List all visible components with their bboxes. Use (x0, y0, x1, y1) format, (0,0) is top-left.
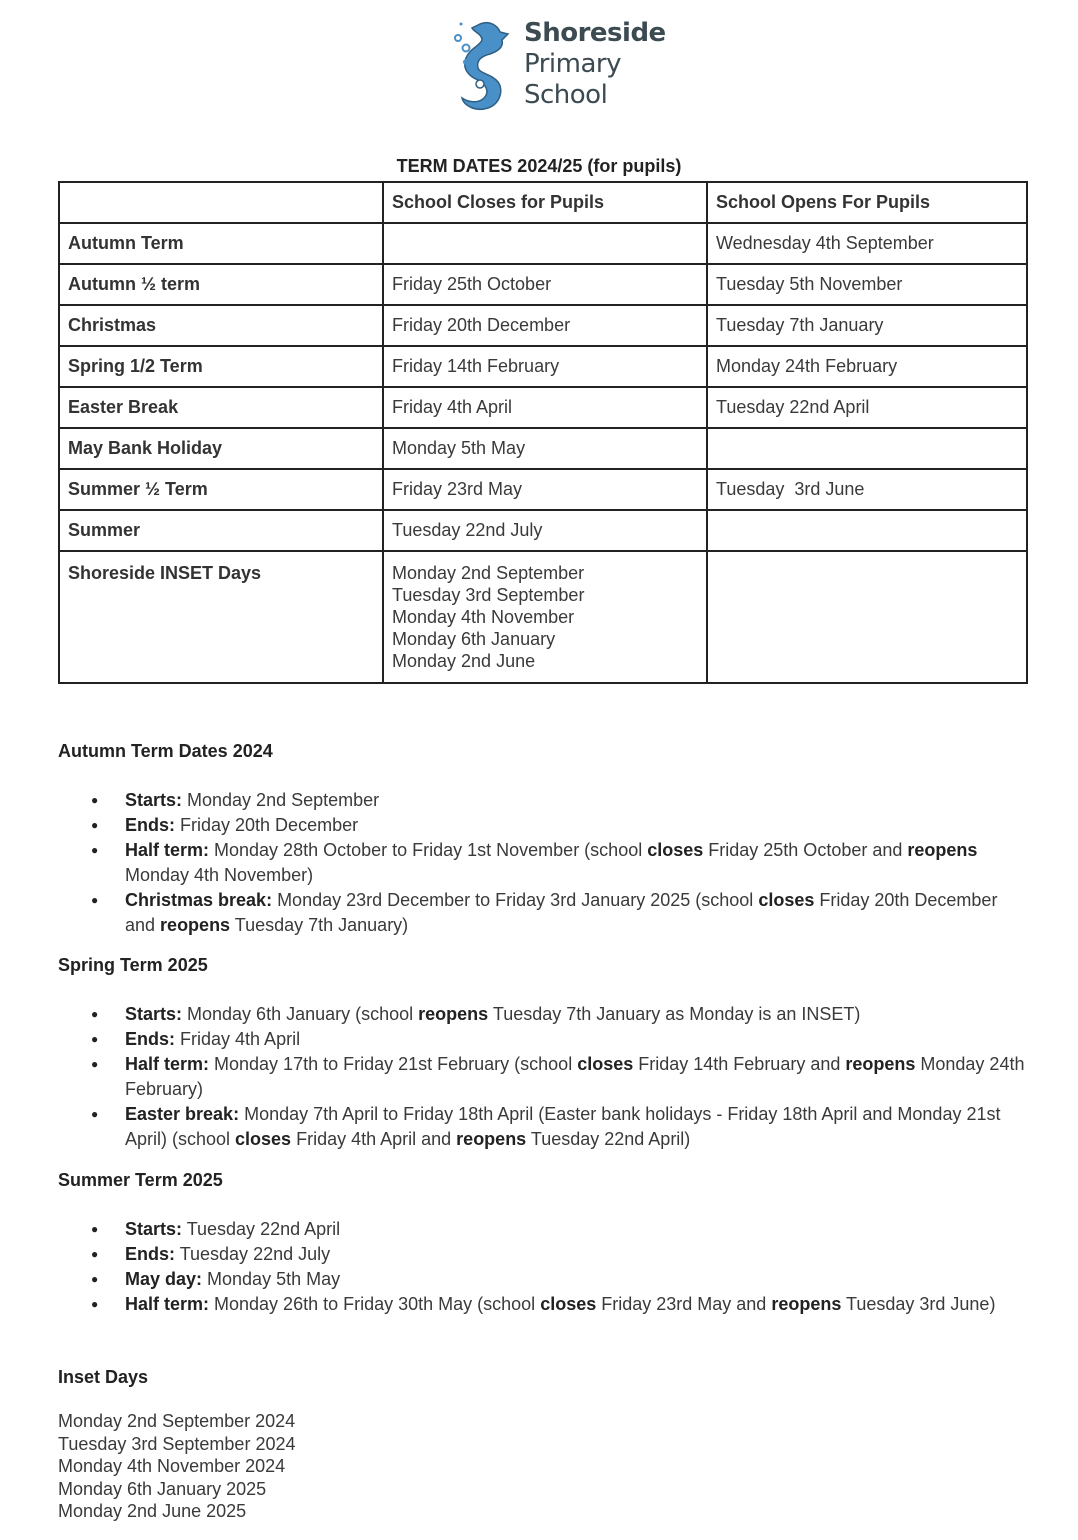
inset-date: Monday 4th November (392, 607, 575, 627)
inset-date: Tuesday 3rd September (392, 585, 585, 605)
item-label: Half term: (125, 840, 210, 860)
item-label: Starts: (125, 1219, 183, 1239)
closes-cell (383, 223, 707, 264)
list-item: ● Half term: Monday 28th October to Friday 1st November (school closes Friday 25th October and reopens Monday 4th November) (125, 838, 1028, 888)
period-cell: Summer (59, 510, 383, 551)
list-item: ● Ends: Tuesday 22nd July (125, 1242, 1028, 1267)
header-cell (59, 182, 383, 223)
inset-date: Monday 4th November 2024 (58, 1456, 286, 1476)
item-label: Ends: (125, 815, 176, 835)
closes-cell: Friday 14th February (383, 346, 707, 387)
school-logo (452, 18, 666, 118)
logo-line-2: Primary (524, 49, 621, 79)
summer-section (58, 1170, 1028, 1317)
bullet-list (58, 1002, 1028, 1152)
item-label: Ends: (125, 1244, 176, 1264)
list-item: ● Christmas break: Monday 23rd December to Friday 3rd January 2025 (school closes Friday 20th December and reopens Tuesday 7th January) (125, 888, 1028, 938)
inset-days-row (59, 551, 1027, 683)
table-row (59, 428, 1027, 469)
inset-date: Monday 6th January (392, 629, 556, 649)
item-label: Half term: (125, 1054, 210, 1074)
inset-date-list (58, 1410, 1028, 1523)
autumn-section (58, 741, 1028, 938)
header-cell: School Closes for Pupils (383, 182, 707, 223)
list-item: ● Half term: Monday 26th to Friday 30th May (school closes Friday 23rd May and reopens Tuesday 3rd June) (125, 1292, 1028, 1317)
logo-line-3: School (524, 80, 608, 110)
list-item: ● Starts: Monday 2nd September (125, 788, 1028, 813)
period-cell: Summer ½ Term (59, 469, 383, 510)
item-label: Christmas break: (125, 890, 273, 910)
spring-section (58, 955, 1028, 1152)
opens-cell: Wednesday 4th September (707, 223, 1027, 264)
bullet-list (58, 1217, 1028, 1317)
emphasis: reopens (418, 1004, 489, 1024)
emphasis: closes (235, 1129, 292, 1149)
emphasis: closes (647, 840, 704, 860)
emphasis: reopens (907, 840, 978, 860)
term-dates-table (58, 181, 1028, 684)
opens-cell (707, 510, 1027, 551)
opens-cell: Tuesday 7th January (707, 305, 1027, 346)
table-title: TERM DATES 2024/25 (for pupils) (396, 156, 682, 176)
emphasis: reopens (771, 1294, 842, 1314)
period-cell: Easter Break (59, 387, 383, 428)
table-header-row (59, 182, 1027, 223)
list-item: ● Starts: Monday 6th January (school reopens Tuesday 7th January as Monday is an INSET) (125, 1002, 1028, 1027)
list-item: ● May day: Monday 5th May (125, 1267, 1028, 1292)
opens-cell: Tuesday 5th November (707, 264, 1027, 305)
list-item: ● Ends: Friday 20th December (125, 813, 1028, 838)
logo-line-1: Shoreside (524, 18, 666, 48)
closes-cell: Friday 4th April (383, 387, 707, 428)
item-label: Starts: (125, 1004, 183, 1024)
period-cell: Shoreside INSET Days (59, 551, 383, 683)
inset-date: Tuesday 3rd September 2024 (58, 1433, 296, 1454)
emphasis: reopens (456, 1129, 527, 1149)
emphasis: closes (577, 1054, 634, 1074)
header-cell: School Opens For Pupils (707, 182, 1027, 223)
period-cell: Spring 1/2 Term (59, 346, 383, 387)
table-row (59, 223, 1027, 264)
opens-cell: Tuesday 22nd April (707, 387, 1027, 428)
seahorse-icon (452, 18, 516, 114)
section-heading: Summer Term 2025 (58, 1170, 223, 1190)
item-label: May day: (125, 1269, 203, 1289)
inset-dates-cell (383, 551, 707, 683)
closes-cell: Friday 23rd May (383, 469, 707, 510)
list-item: ● Ends: Friday 4th April (125, 1027, 1028, 1052)
inset-date: Monday 2nd June (392, 651, 536, 671)
inset-date: Monday 6th January 2025 (58, 1478, 267, 1499)
section-heading: Spring Term 2025 (58, 955, 208, 975)
inset-section (58, 1367, 1028, 1523)
list-item: ● Half term: Monday 17th to Friday 21st February (school closes Friday 14th February and reopens Monday 24th February) (125, 1052, 1028, 1102)
closes-cell: Tuesday 22nd July (383, 510, 707, 551)
inset-date: Monday 2nd September (392, 563, 585, 583)
bullet-list (58, 788, 1028, 938)
item-label: Starts: (125, 790, 183, 810)
inset-date: Monday 2nd September 2024 (58, 1411, 296, 1431)
table-row (59, 387, 1027, 428)
table-row (59, 264, 1027, 305)
period-cell: Autumn ½ term (59, 264, 383, 305)
emphasis: reopens (845, 1054, 916, 1074)
table-row (59, 346, 1027, 387)
item-label: Easter break: (125, 1104, 240, 1124)
period-cell: Christmas (59, 305, 383, 346)
opens-cell (707, 551, 1027, 683)
emphasis: closes (540, 1294, 597, 1314)
table-row (59, 510, 1027, 551)
period-cell: May Bank Holiday (59, 428, 383, 469)
item-label: Ends: (125, 1029, 176, 1049)
section-heading: Autumn Term Dates 2024 (58, 741, 273, 761)
closes-cell: Friday 25th October (383, 264, 707, 305)
opens-cell: Tuesday 3rd June (707, 469, 1027, 510)
list-item: ● Easter break: Monday 7th April to Friday 18th April (Easter bank holidays - Friday 18th April and Monday 21st April) (school closes Friday 4th April and reopens Tuesday 22nd April) (125, 1102, 1028, 1152)
closes-cell: Friday 20th December (383, 305, 707, 346)
opens-cell (707, 428, 1027, 469)
table-row (59, 469, 1027, 510)
opens-cell: Monday 24th February (707, 346, 1027, 387)
item-label: Half term: (125, 1294, 210, 1314)
list-item: ● Starts: Tuesday 22nd April (125, 1217, 1028, 1242)
closes-cell: Monday 5th May (383, 428, 707, 469)
emphasis: reopens (160, 915, 231, 935)
inset-date: Monday 2nd June 2025 (58, 1501, 247, 1521)
emphasis: closes (758, 890, 815, 910)
period-cell: Autumn Term (59, 223, 383, 264)
table-row (59, 305, 1027, 346)
section-heading: Inset Days (58, 1367, 149, 1387)
